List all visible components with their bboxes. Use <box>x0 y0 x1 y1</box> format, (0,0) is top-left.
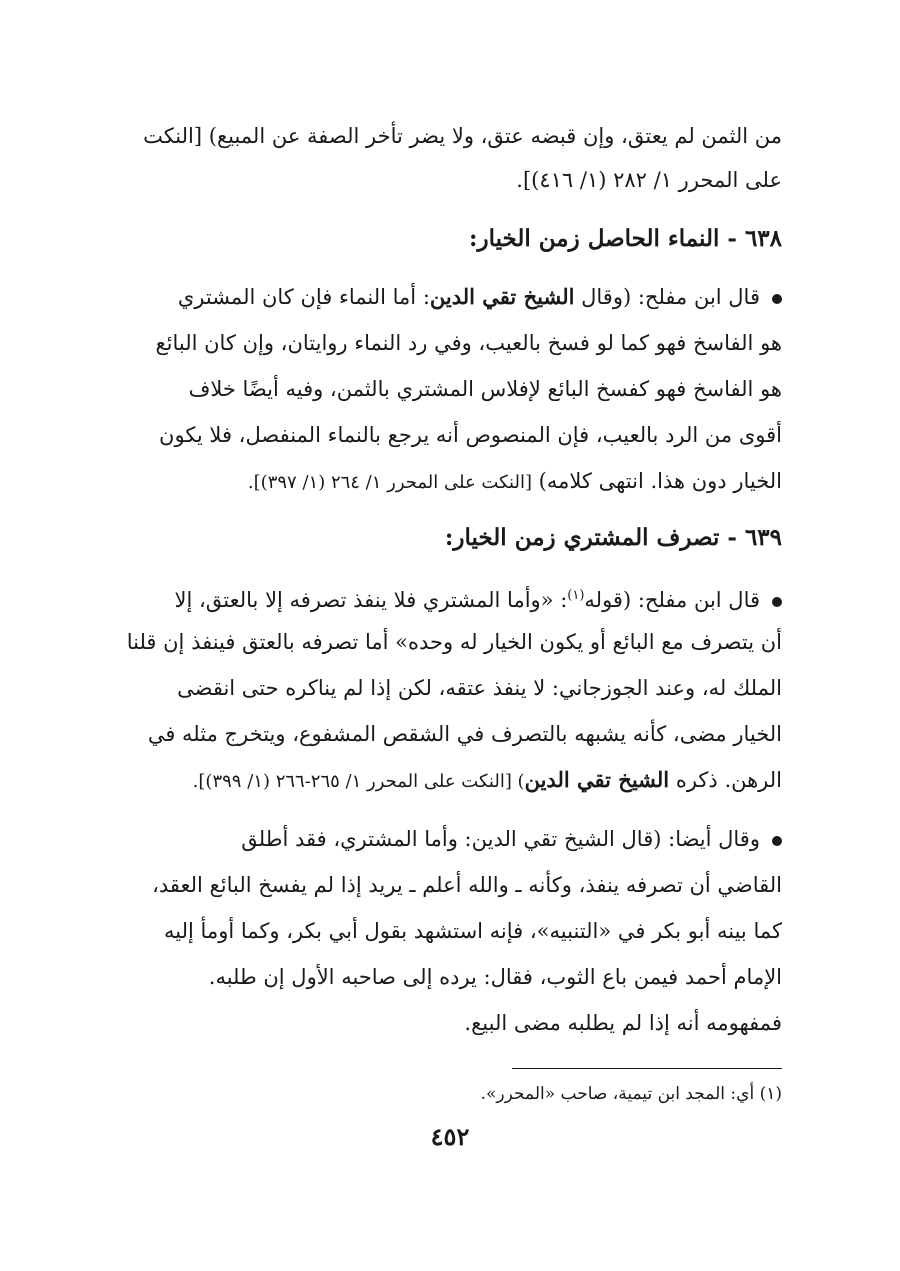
paragraph-line: قال ابن مفلح: (وقال الشيخ تقي الدين: أما النماء فإن كان المشتري <box>122 275 782 319</box>
paragraph-line: قال ابن مفلح: (قوله$^{(١)}$: «وأما المشتري فلا ينفذ تصرفه إلا بالعتق، إلا <box>122 574 782 622</box>
text-line: كما بينه أبو بكر في «التنبيه»، فإنه استشهد بقول أبي بكر، وكما أومأ إليه <box>164 919 782 943</box>
text-line: فمفهومه أنه إذا لم يطلبه مضى البيع. <box>464 1011 782 1035</box>
text-line: على المحرر ١/ ٢٨٢ (١/ ٤١٦)]. <box>516 168 782 192</box>
page-number: ٤٥٢ <box>430 1122 470 1151</box>
citation: ) [النكت على المحرر ١/ ٢٦٥-٢٦٦ (١/ ٣٩٩)]. <box>192 771 525 792</box>
text-line: من الثمن لم يعتق، وإن قبضه عتق، ولا يضر تأخر الصفة عن المبيع) [النكت <box>143 124 782 148</box>
bullet-icon <box>772 597 782 607</box>
bullet-icon <box>772 294 782 304</box>
bullet-icon <box>772 836 782 846</box>
text-line: الخيار مضى، كأنه يشبهه بالتصرف في الشقص المشفوع، ويتخرج مثله في <box>147 722 782 746</box>
text-line: القاضي أن تصرفه ينفذ، وكأنه ـ والله أعلم ـ يريد إذا لم يفسخ البائع العقد، <box>152 873 782 897</box>
paragraph-line: وقال أيضا: (قال الشيخ تقي الدين: وأما المشتري، فقد أطلق <box>122 817 782 861</box>
section-heading-638: ٦٣٨ - النماء الحاصل زمن الخيار: <box>468 225 782 252</box>
text-line: الإمام أحمد فيمن باع الثوب، فقال: يرده إلى صاحبه الأول إن طلبه. <box>208 965 782 989</box>
footnote-divider <box>512 1068 782 1069</box>
bold-name: الشيخ تقي الدين <box>524 767 670 792</box>
text-line: الخيار دون هذا. انتهى كلامه) [النكت على المحرر ١/ ٢٦٤ (١/ ٣٩٧)]. <box>247 469 782 493</box>
section-heading-639: ٦٣٩ - تصرف المشتري زمن الخيار: <box>444 524 782 551</box>
text-line: هو الفاسخ فهو كما لو فسخ بالعيب، وفي رد النماء روايتان، وإن كان البائع <box>155 331 782 355</box>
bold-name: الشيخ تقي الدين <box>429 284 575 309</box>
text-line: هو الفاسخ فهو كفسخ البائع لإفلاس المشتري بالثمن، وفيه أيضًا خلاف <box>188 377 782 401</box>
text-line: الرهن. ذكره الشيخ تقي الدين) [النكت على المحرر ١/ ٢٦٥-٢٦٦ (١/ ٣٩٩)]. <box>192 767 782 792</box>
citation: [النكت على المحرر ١/ ٢٦٤ (١/ ٣٩٧)]. <box>247 472 532 493</box>
text-line: أن يتصرف مع البائع أو يكون الخيار له وحده» أما تصرفه بالعتق فينفذ إن قلنا <box>126 630 782 654</box>
text-line: أقوى من الرد بالعيب، فإن المنصوص أنه يرجع بالنماء المنفصل، فلا يكون <box>159 423 782 447</box>
footnote-text: أي: المجد ابن تيمية، صاحب «المحرر». <box>480 1084 755 1104</box>
text-line: الملك له، وعند الجوزجاني: لا ينفذ عتقه، لكن إذا لم يناكره حتى انقضى <box>177 676 782 700</box>
footnote-marker: (١) <box>759 1084 782 1104</box>
footnote-ref[interactable]: (١) <box>567 588 585 603</box>
footnote <box>481 1078 782 1110</box>
